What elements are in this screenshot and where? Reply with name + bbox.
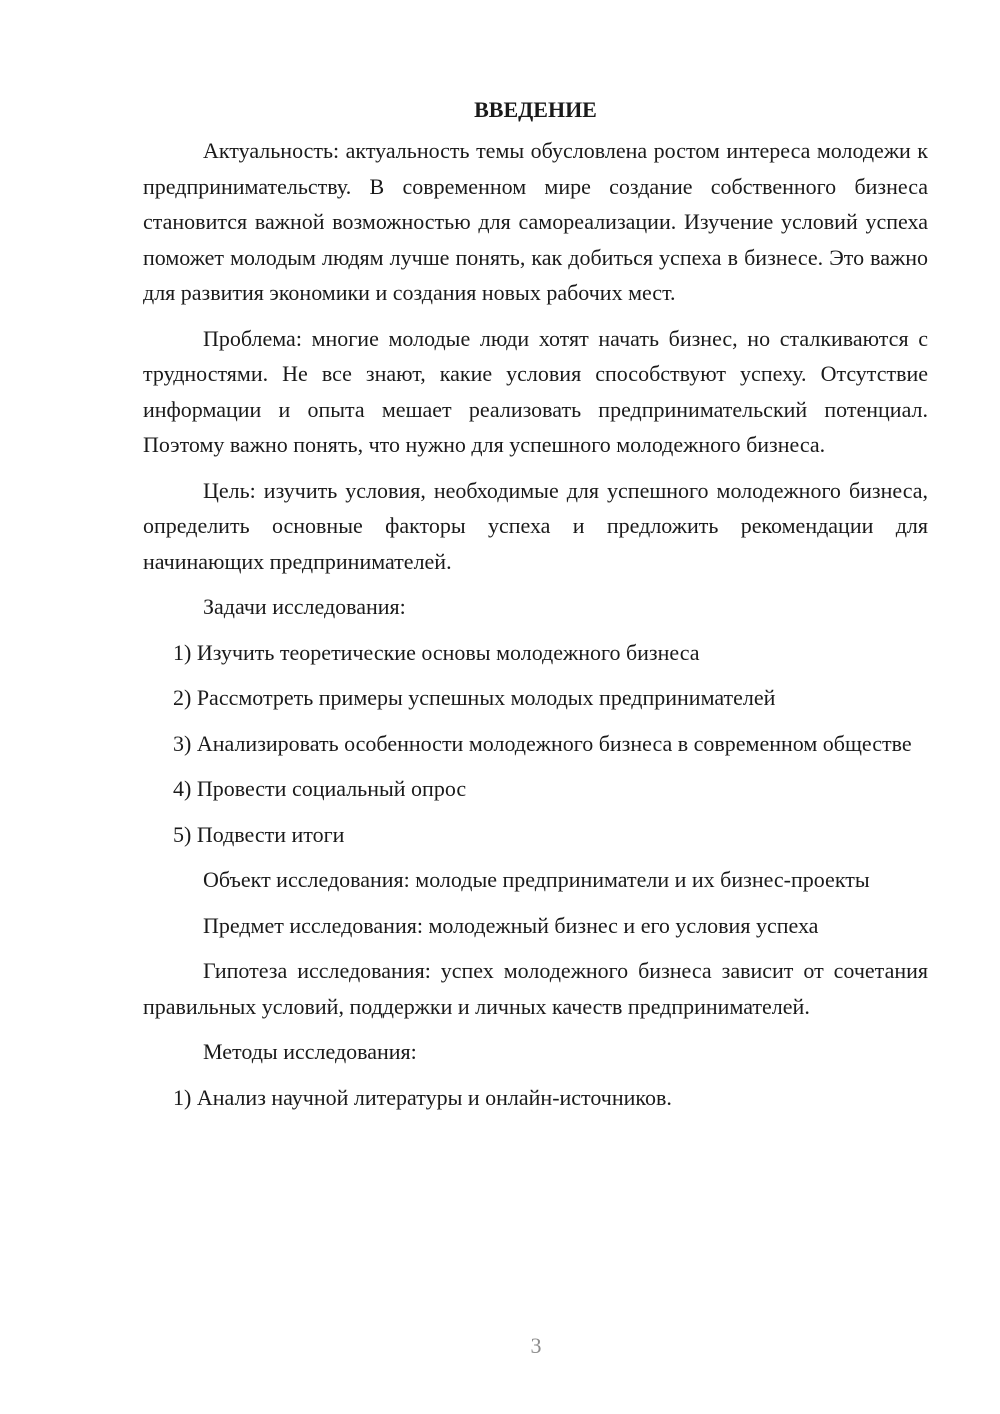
methods-heading: Методы исследования: [203,1039,417,1064]
problem-paragraph: Проблема: многие молодые люди хотят начать бизнес, но сталкиваются с трудностями. Не все знают, какие условия способствуют успеху. Отсутствие информации и опыта мешает реализовать предпринимательский потенциал. Поэтому важно понять, что нужно для успешного молодежного бизнеса. [143,325,928,457]
subject-paragraph: Предмет исследования: молодежный бизнес и его условия успеха [203,912,819,938]
task-item: 3) Анализировать особенности молодежного бизнеса в современном обществе [173,730,912,756]
method-item: 1) Анализ научной литературы и онлайн-источников. [173,1084,672,1110]
task-item: 4) Провести социальный опрос [173,776,467,801]
relevance-paragraph: Актуальность: актуальность темы обусловлена ростом интереса молодежи к предпринимательству. В современном мире создание собственного бизнеса становится важной возможностью для самореализации. Изучение условий успеха поможет молодым людям лучше понять, как добиться успеха в бизнесе. Это важно для развития экономики и создания новых рабочих мест. [143,138,928,305]
goal-paragraph: Цель: изучить условия, необходимые для успешного молодежного бизнеса, определить основные факторы успеха и предложить рекомендации для начинающих предпринимателей. [143,477,928,574]
task-item: 5) Подвести итоги [173,821,345,847]
document-page [143,92,928,1125]
page-number: 3 [530,1333,542,1358]
hypothesis-paragraph: Гипотеза исследования: успех молодежного бизнеса зависит от сочетания правильных условий, поддержки и личных качеств предпринимателей. [143,958,928,1019]
tasks-heading: Задачи исследования: [203,594,406,619]
section-title: ВВЕДЕНИЕ [474,97,597,122]
task-item: 2) Рассмотреть примеры успешных молодых предпринимателей [173,685,776,710]
object-paragraph: Объект исследования: молодые предприниматели и их бизнес-проекты [203,867,870,892]
task-item: 1) Изучить теоретические основы молодежного бизнеса [173,639,700,665]
